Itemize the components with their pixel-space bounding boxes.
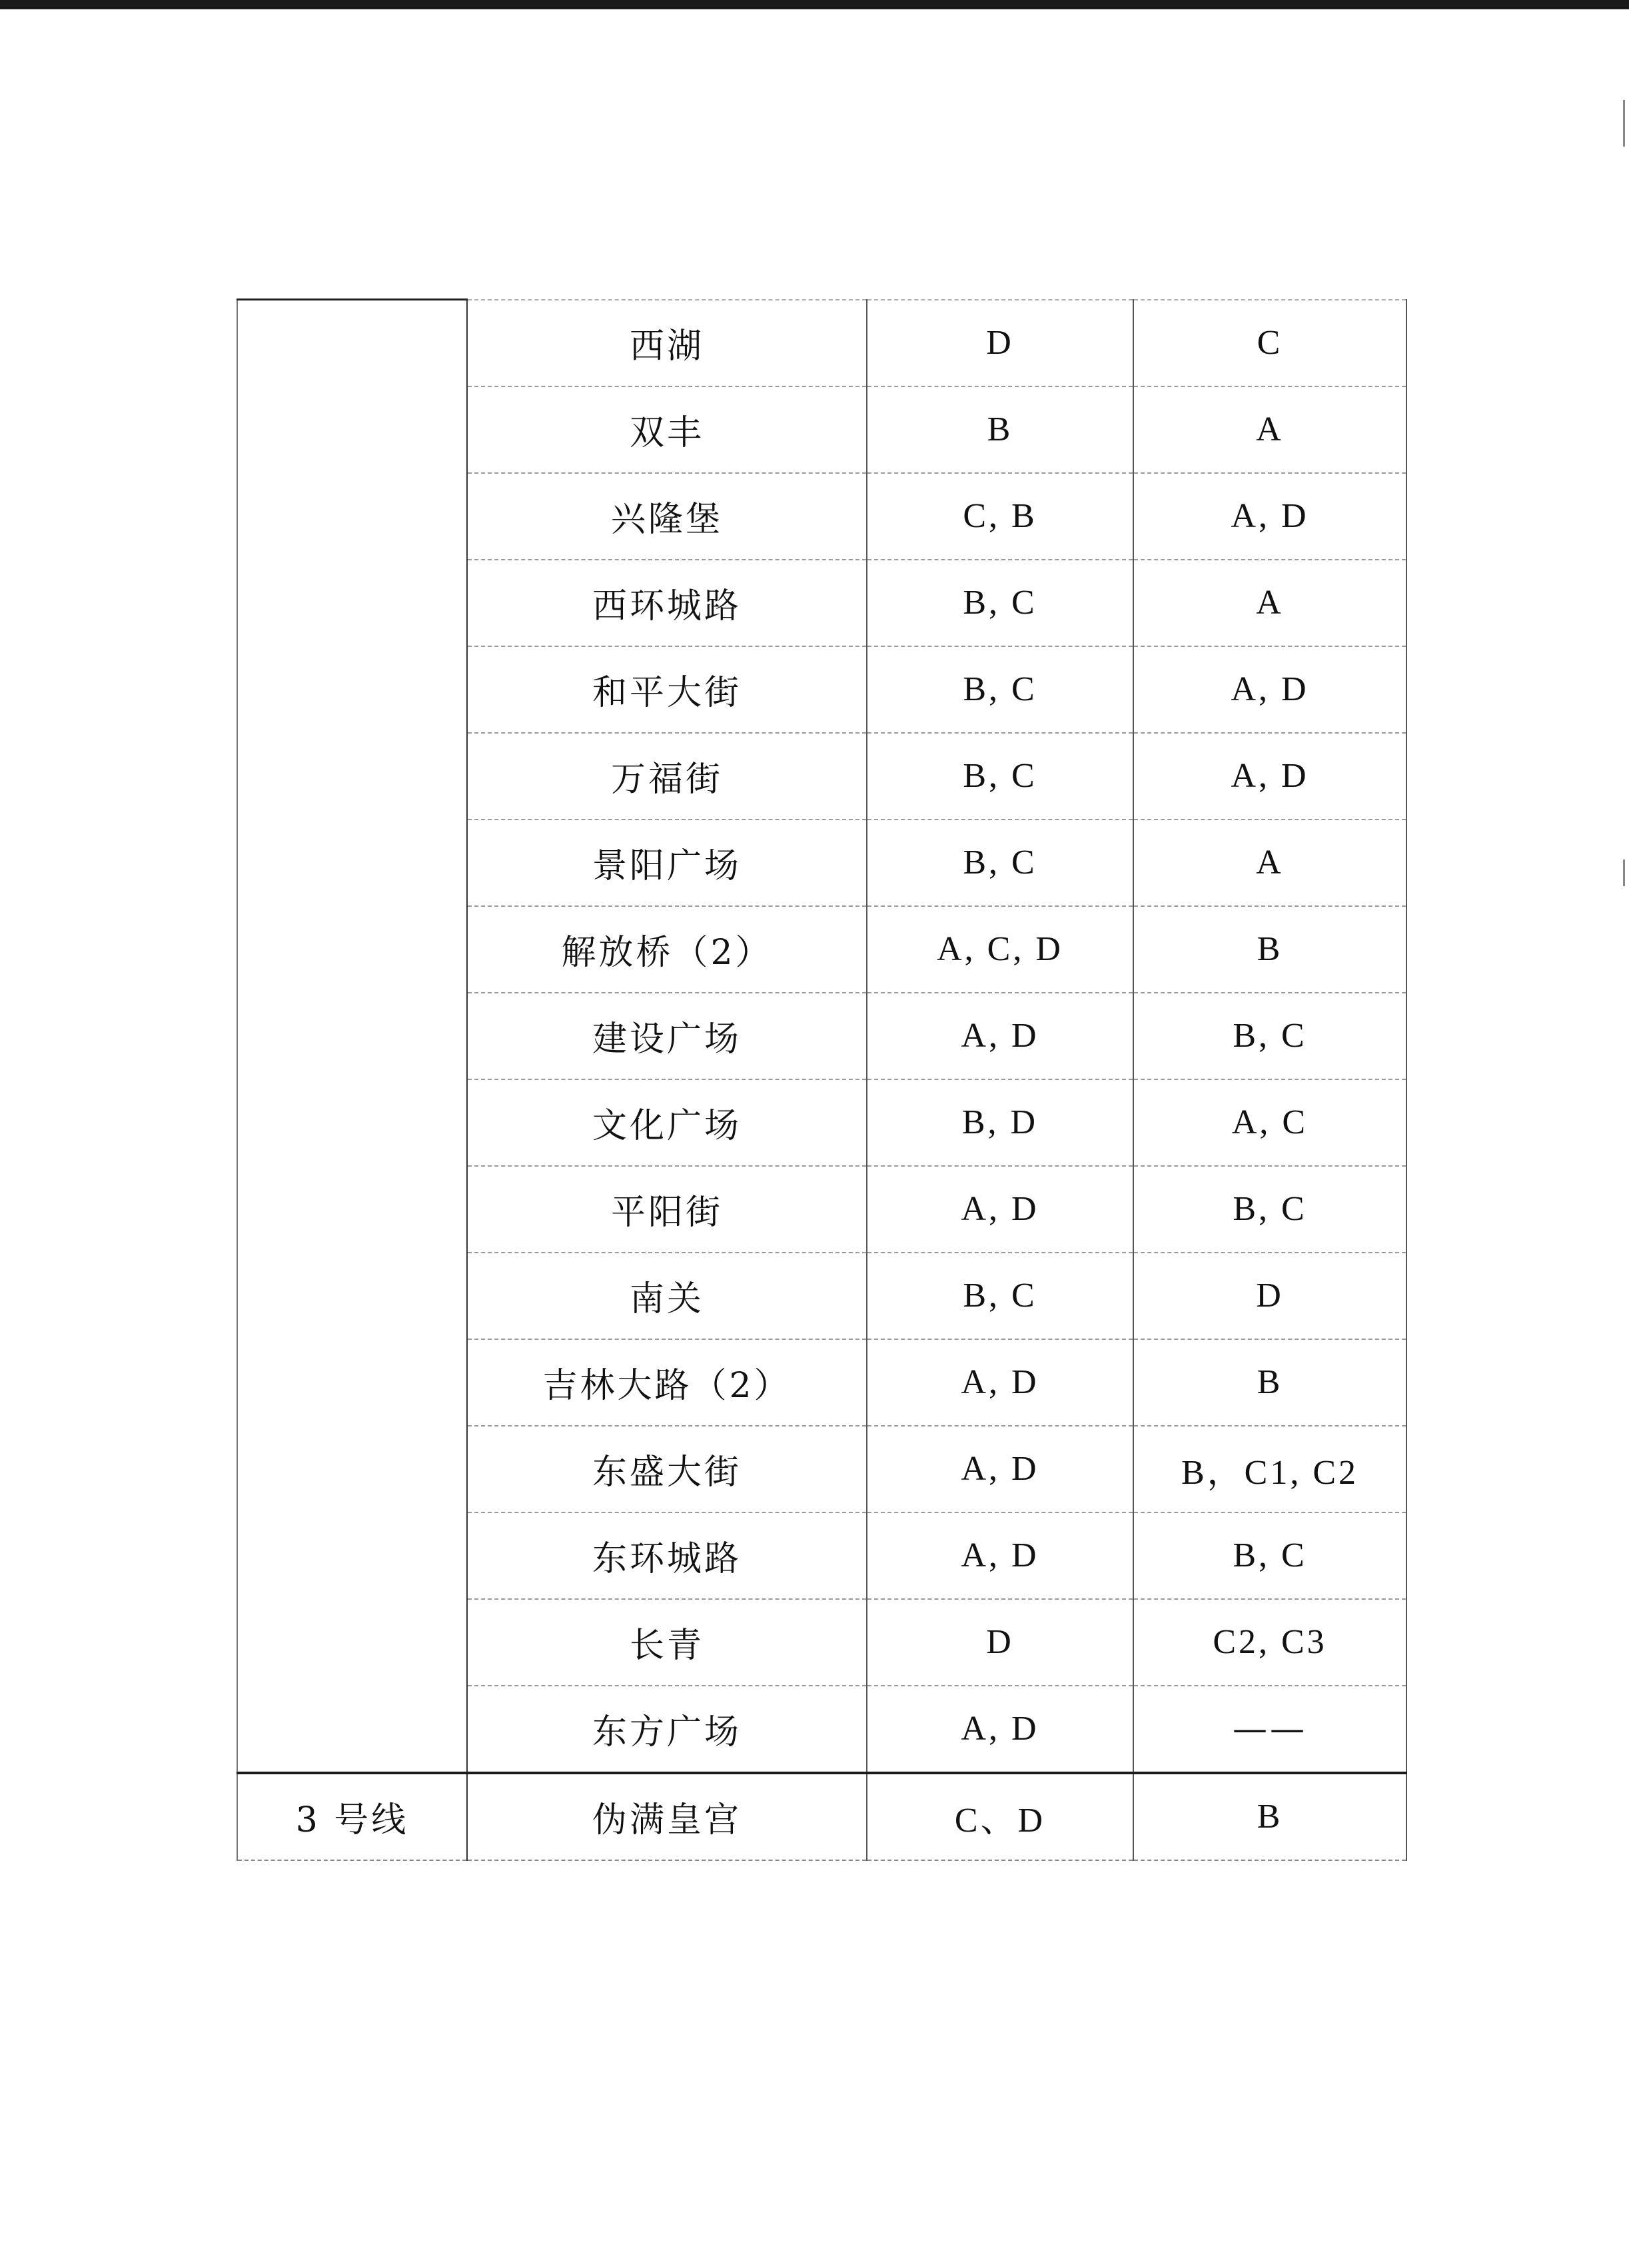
table-row-line-3: [237, 1773, 1406, 1860]
station-name: 吉林大路（2）: [467, 1339, 867, 1426]
column-a-value: B: [867, 386, 1133, 473]
station-name: 建设广场: [467, 993, 867, 1079]
column-a-value: D: [867, 1599, 1133, 1686]
column-a-value: D: [867, 300, 1133, 386]
line-name: 3 号线: [237, 1773, 467, 1860]
column-b-value: A: [1133, 820, 1406, 906]
station-name: 长青: [467, 1599, 867, 1686]
column-b-value: B: [1133, 1339, 1406, 1426]
column-b-value: ——: [1133, 1686, 1406, 1773]
scan-edge-mark: [1623, 100, 1625, 147]
column-a-value: B, C: [867, 1253, 1133, 1339]
column-a-value: B, C: [867, 733, 1133, 820]
column-a-value: A, C, D: [867, 906, 1133, 993]
station-table: [237, 298, 1407, 1861]
column-a-value: A, D: [867, 993, 1133, 1079]
column-a-value: B, D: [867, 1079, 1133, 1166]
station-name: 伪满皇宫: [467, 1773, 867, 1860]
column-a-value: B, C: [867, 560, 1133, 646]
station-name: 解放桥（2）: [467, 906, 867, 993]
station-name: 南关: [467, 1253, 867, 1339]
station-name: 东环城路: [467, 1512, 867, 1599]
station-name: 文化广场: [467, 1079, 867, 1166]
column-a-value: A, D: [867, 1512, 1133, 1599]
column-b-value: A: [1133, 560, 1406, 646]
column-b-value: B: [1133, 906, 1406, 993]
column-b-value: A: [1133, 386, 1406, 473]
column-b-value: B, C: [1133, 993, 1406, 1079]
column-b-value: A, D: [1133, 733, 1406, 820]
station-name: 东方广场: [467, 1686, 867, 1773]
scan-top-edge: [0, 0, 1629, 9]
column-a-value: B, C: [867, 646, 1133, 733]
column-b-value: B, C: [1133, 1166, 1406, 1253]
table-row: [237, 300, 1406, 386]
column-a-value: A, D: [867, 1166, 1133, 1253]
column-a-value: C、D: [867, 1773, 1133, 1860]
column-b-value: B, C: [1133, 1512, 1406, 1599]
column-a-value: C, B: [867, 473, 1133, 560]
column-b-value: D: [1133, 1253, 1406, 1339]
station-name: 西湖: [467, 300, 867, 386]
column-a-value: A, D: [867, 1686, 1133, 1773]
column-a-value: A, D: [867, 1426, 1133, 1512]
column-b-value: C: [1133, 300, 1406, 386]
column-b-value: A, C: [1133, 1079, 1406, 1166]
station-name: 兴隆堡: [467, 473, 867, 560]
column-b-value: B: [1133, 1773, 1406, 1860]
station-table-container: [237, 298, 1406, 1861]
station-name: 万福街: [467, 733, 867, 820]
station-name: 和平大街: [467, 646, 867, 733]
station-name: 东盛大街: [467, 1426, 867, 1512]
scan-edge-mark: [1623, 859, 1625, 886]
column-a-value: B, C: [867, 820, 1133, 906]
station-name: 平阳街: [467, 1166, 867, 1253]
column-b-value: A, D: [1133, 646, 1406, 733]
column-b-value: A, D: [1133, 473, 1406, 560]
column-b-value: C2, C3: [1133, 1599, 1406, 1686]
line-cell-empty: [237, 300, 467, 1773]
station-name: 西环城路: [467, 560, 867, 646]
column-b-value: B，C1, C2: [1133, 1426, 1406, 1512]
station-name: 景阳广场: [467, 820, 867, 906]
column-a-value: A, D: [867, 1339, 1133, 1426]
station-name: 双丰: [467, 386, 867, 473]
